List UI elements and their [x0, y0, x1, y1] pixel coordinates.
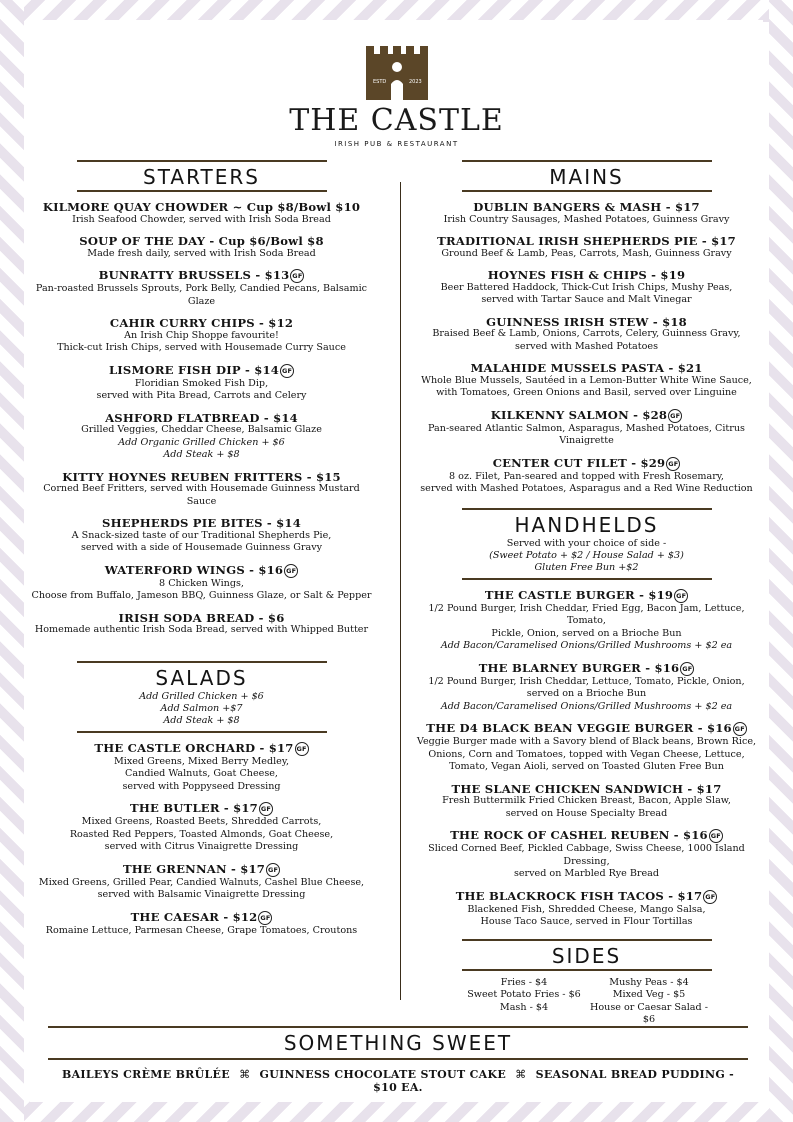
menu-item [30, 412, 373, 462]
item-name-text: THE BUTLER - $17 [130, 801, 258, 815]
item-name [30, 364, 373, 378]
item-description: Floridian Smoked Fish Dip, [134, 377, 269, 389]
mains-list [410, 201, 763, 496]
salad-addon: Add Grilled Chicken + $6 [139, 690, 264, 702]
logo [30, 40, 763, 148]
gluten-free-icon: GF [295, 742, 309, 756]
gluten-free-icon: GF [674, 589, 688, 603]
item-name-text: WATERFORD WINGS - $16 [104, 562, 284, 577]
rule [462, 969, 712, 971]
gluten-free-icon: GF [259, 802, 273, 816]
item-description: Veggie Burger made with a Savory blend of Black beans, Brown Rice, [416, 736, 757, 747]
item-description: Whole Blue Mussels, Sautéed in a Lemon-Butter White Wine Sauce, [421, 374, 752, 386]
menu-item [30, 742, 373, 794]
item-name-text: KITTY HOYNES REUBEN FRITTERS - $15 [62, 469, 341, 484]
item-name [30, 612, 373, 625]
separator-icon: ⌘ [515, 1068, 527, 1081]
handhelds-intro-sides: (Sweet Potato + $2 / House Salad + $3) [489, 549, 684, 561]
item-name-text: LISMORE FISH DIP - $14 [108, 362, 280, 377]
brand-subtitle: IRISH PUB & RESTAURANT [334, 140, 459, 148]
item-description: An Irish Chip Shoppe favourite! [124, 329, 279, 341]
item-name-text: THE D4 BLACK BEAN VEGGIE BURGER - $16 [426, 721, 732, 735]
item-description: Beer Battered Haddock, Thick-Cut Irish Chips, Mushy Peas, [440, 281, 733, 293]
item-name [410, 457, 763, 471]
item-description: Pickle, Onion, served on a Brioche Bun [491, 627, 682, 639]
item-name [410, 409, 763, 423]
item-description: Mixed Greens, Grilled Pear, Candied Walnuts, Cashel Blue Cheese, [38, 876, 365, 888]
section-title: HANDHELDS [514, 512, 659, 537]
item-description: A Snack-sized taste of our Traditional Shepherds Pie, [71, 529, 332, 541]
item-description: Homemade authentic Irish Soda Bread, served with Whipped Butter [34, 624, 369, 635]
item-name [410, 269, 763, 282]
item-name-text: HOYNES FISH & CHIPS - $19 [487, 268, 686, 282]
column-divider [400, 182, 401, 1000]
rule [77, 731, 327, 733]
item-description: Sliced Corned Beef, Pickled Cabbage, Swiss Cheese, 1000 Island Dressing, [428, 843, 745, 867]
item-description: served with Citrus Vinaigrette Dressing [104, 841, 299, 852]
menu-item [30, 317, 373, 355]
svg-text:ESTD: ESTD [372, 79, 386, 85]
item-addon: Add Organic Grilled Chicken + $6 [118, 436, 285, 448]
section-title: MAINS [549, 165, 624, 189]
decorative-border-bottom [0, 1100, 793, 1122]
salad-addon: Add Steak + $8 [163, 714, 240, 726]
item-name [410, 235, 763, 248]
menu-sheet [30, 20, 763, 1102]
salad-addon: Add Salmon +$7 [160, 702, 243, 714]
item-description: Braised Beef & Lamb, Onions, Carrots, Celery, Guinness Gravy, [432, 328, 741, 339]
menu-item [410, 457, 763, 496]
item-name-text: THE ROCK OF CASHEL REUBEN - $16 [450, 828, 708, 842]
menu-item [410, 316, 763, 354]
item-name [30, 235, 373, 248]
item-description: Choose from Buffalo, Jameson BBQ, Guinness Glaze, or Salt & Pepper [31, 590, 372, 601]
salads-list [30, 742, 373, 938]
rule [77, 190, 327, 192]
item-name [30, 517, 373, 530]
item-description: Tomato, Vegan Aioli, served on Toasted Gluten Free Bun [449, 761, 724, 772]
item-name-text: THE CASTLE ORCHARD - $17 [94, 740, 294, 755]
item-addon: Add Bacon/Caramelised Onions/Grilled Mushrooms + $2 ea [440, 700, 733, 712]
menu-item [410, 201, 763, 226]
item-name-text: MALAHIDE MUSSELS PASTA - $21 [470, 361, 703, 375]
menu-item [410, 829, 763, 881]
item-description: with Tomatoes, Green Onions and Basil, served over Linguine [436, 387, 737, 398]
menu-item [30, 802, 373, 854]
dessert-item: GUINNESS CHOCOLATE STOUT CAKE [259, 1068, 507, 1081]
menu-item [410, 269, 763, 307]
section-something-sweet [48, 1026, 748, 1094]
item-name [30, 317, 373, 330]
item-description: 1/2 Pound Burger, Irish Cheddar, Fried Egg, Bacon Jam, Lettuce, Tomato, [428, 602, 745, 626]
svg-text:2023: 2023 [408, 79, 422, 85]
menu-item [410, 235, 763, 260]
handhelds-rule [462, 578, 712, 580]
item-description: served with a side of Housemade Guinness Gravy [80, 542, 323, 553]
item-description: Corned Beef Fritters, served with Housemade Guinness Mustard Sauce [43, 483, 360, 507]
starters-list [30, 201, 373, 637]
gluten-free-icon: GF [733, 722, 747, 736]
menu-item [30, 863, 373, 902]
section-header-salads [77, 661, 327, 691]
item-name-text: CENTER CUT FILET - $29 [492, 455, 666, 470]
menu-item [30, 269, 373, 308]
item-description: served with Mashed Potatoes, Asparagus and a Red Wine Reduction [420, 483, 753, 494]
right-column [410, 160, 763, 1027]
menu-item [410, 890, 763, 929]
item-name-text: SOUP OF THE DAY - Cup $6/Bowl $8 [79, 234, 324, 248]
item-name [410, 783, 763, 796]
rule [48, 1058, 748, 1060]
item-name [410, 890, 763, 904]
item-name-text: CAHIR CURRY CHIPS - $12 [109, 316, 294, 330]
item-name [410, 201, 763, 214]
menu-item [30, 612, 373, 637]
section-header-handhelds [462, 508, 712, 538]
side-item: Mushy Peas - $4 [609, 976, 689, 988]
item-name [410, 829, 763, 843]
side-item: Mash - $4 [499, 1001, 549, 1013]
decorative-border-right [769, 0, 793, 1122]
dessert-item: SEASONAL BREAD PUDDING - $10 EA. [373, 1068, 735, 1094]
item-name-text: SHEPHERDS PIE BITES - $14 [102, 516, 301, 530]
side-item: Mixed Veg - $5 [612, 989, 686, 1000]
item-name [30, 802, 373, 816]
item-name-text: GUINNESS IRISH STEW - $18 [486, 314, 687, 329]
handhelds-list [410, 589, 763, 929]
section-title: SOMETHING SWEET [283, 1031, 513, 1055]
gluten-free-icon: GF [284, 564, 298, 578]
rule [462, 578, 712, 580]
item-name [410, 722, 763, 736]
decorative-border-left [0, 0, 24, 1122]
section-header-mains [462, 160, 712, 192]
menu-item [30, 564, 373, 603]
item-description: Candied Walnuts, Goat Cheese, [125, 768, 278, 779]
gluten-free-icon: GF [666, 457, 680, 471]
castle-icon [358, 40, 436, 102]
rule [462, 190, 712, 192]
side-item: Sweet Potato Fries - $6 [467, 989, 581, 1000]
item-description: Ground Beef & Lamb, Peas, Carrots, Mash, Guinness Gravy [441, 247, 732, 259]
side-item: Fries - $4 [500, 976, 548, 988]
dessert-list [48, 1068, 748, 1094]
item-name [30, 269, 373, 283]
item-name-text: ASHFORD FLATBREAD - $14 [105, 410, 298, 425]
item-name-text: THE GRENNAN - $17 [122, 861, 266, 876]
section-header-starters [77, 160, 327, 192]
handhelds-intro-bun: Gluten Free Bun +$2 [534, 561, 639, 573]
item-description: Romaine Lettuce, Parmesan Cheese, Grape Tomatoes, Croutons [45, 924, 358, 936]
salads-rule [77, 731, 327, 733]
item-description: 8 Chicken Wings, [159, 577, 244, 589]
item-name [410, 362, 763, 375]
item-description: served with Mashed Potatoes [514, 340, 658, 352]
item-name-text: THE BLARNEY BURGER - $16 [478, 660, 680, 675]
menu-item [30, 517, 373, 555]
item-name [30, 564, 373, 578]
item-name [30, 911, 373, 925]
item-description: Mixed Greens, Roasted Beets, Shredded Carrots, [81, 816, 322, 827]
separator-icon: ⌘ [239, 1068, 251, 1081]
left-column [30, 160, 373, 937]
item-name-text: KILMORE QUAY CHOWDER ~ Cup $8/Bowl $10 [42, 200, 361, 214]
gluten-free-icon: GF [703, 890, 717, 904]
item-description: Thick-cut Irish Chips, served with Housemade Curry Sauce [57, 342, 346, 353]
sides-list [462, 977, 712, 1027]
decorative-border-top [0, 0, 793, 22]
item-description: 8 oz. Filet, Pan-seared and topped with Fresh Rosemary, [449, 470, 724, 482]
menu-item [410, 783, 763, 821]
item-name [410, 589, 763, 603]
item-name-text: DUBLIN BANGERS & MASH - $17 [473, 200, 700, 214]
menu-item [410, 662, 763, 714]
item-name [410, 316, 763, 329]
section-header-sides [462, 939, 712, 971]
item-description: served with Tartar Sauce and Malt Vinegar [481, 294, 692, 305]
item-addon: Add Steak + $8 [163, 449, 240, 460]
item-name [30, 412, 373, 425]
menu-item [410, 362, 763, 400]
item-name-text: KILKENNY SALMON - $28 [490, 407, 668, 422]
item-name [30, 201, 373, 214]
item-description: Mixed Greens, Mixed Berry Medley, [113, 755, 290, 767]
menu-item [410, 409, 763, 448]
item-name [410, 662, 763, 676]
item-description: Irish Country Sausages, Mashed Potatoes, Guinness Gravy [443, 213, 730, 225]
menu-item [30, 471, 373, 509]
gluten-free-icon: GF [680, 662, 694, 676]
side-item: House or Caesar Salad - $6 [590, 1001, 708, 1025]
brand-name: THE CASTLE [289, 103, 504, 138]
section-title: SIDES [551, 943, 622, 968]
item-description: Roasted Red Peppers, Toasted Almonds, Goat Cheese, [69, 828, 334, 840]
item-name-text: THE BLACKROCK FISH TACOS - $17 [455, 888, 703, 903]
item-description: served on Marbled Rye Bread [513, 868, 660, 879]
item-description: Made fresh daily, served with Irish Soda Bread [87, 247, 316, 259]
item-description: served on a Brioche Bun [526, 688, 647, 699]
dessert-item: BAILEYS CRÈME BRÛLÉE [61, 1068, 230, 1081]
menu-item [30, 235, 373, 260]
item-description: Grilled Veggies, Cheddar Cheese, Balsamic Glaze [81, 424, 322, 435]
item-description: Irish Seafood Chowder, served with Irish Soda Bread [72, 213, 331, 225]
item-name [30, 471, 373, 484]
gluten-free-icon: GF [266, 863, 280, 877]
item-name [30, 863, 373, 877]
gluten-free-icon: GF [290, 269, 304, 283]
item-name-text: TRADITIONAL IRISH SHEPHERDS PIE - $17 [437, 234, 736, 248]
menu-item [30, 364, 373, 403]
gluten-free-icon: GF [258, 911, 272, 925]
item-description: Onions, Corn and Tomatoes, topped with Vegan Cheese, Lettuce, [428, 748, 745, 760]
item-description: Blackened Fish, Shredded Cheese, Mango Salsa, [467, 903, 706, 915]
item-description: served on House Specialty Bread [505, 807, 668, 819]
gluten-free-icon: GF [280, 364, 294, 378]
item-name-text: THE CASTLE BURGER - $19 [484, 587, 674, 602]
item-description: served with Balsamic Vinaigrette Dressing [97, 889, 306, 900]
menu-item [410, 589, 763, 653]
menu-item [30, 201, 373, 226]
item-description: Fresh Buttermilk Fried Chicken Breast, Bacon, Apple Slaw, [442, 795, 731, 806]
item-name [30, 742, 373, 756]
item-name-text: IRISH SODA BREAD - $6 [118, 610, 285, 625]
section-title: SALADS [155, 665, 248, 690]
item-description: Pan-roasted Brussels Sprouts, Pork Belly, Candied Pecans, Balsamic Glaze [35, 283, 368, 307]
handhelds-intro: Served with your choice of side - [506, 537, 667, 549]
gluten-free-icon: GF [668, 409, 682, 423]
item-description: served with Pita Bread, Carrots and Celery [96, 390, 307, 401]
item-description: Pan-seared Atlantic Salmon, Asparagus, Mashed Potatoes, Citrus Vinaigrette [428, 422, 745, 446]
item-name-text: BUNRATTY BRUSSELS - $13 [98, 268, 290, 282]
item-description: 1/2 Pound Burger, Irish Cheddar, Lettuce, Tomato, Pickle, Onion, [428, 675, 745, 687]
item-name-text: THE SLANE CHICKEN SANDWICH - $17 [451, 781, 722, 796]
menu-item [30, 911, 373, 938]
section-title: STARTERS [143, 165, 260, 189]
item-description: served with Poppyseed Dressing [122, 780, 281, 792]
menu-item [410, 722, 763, 774]
gluten-free-icon: GF [709, 829, 723, 843]
item-description: House Taco Sauce, served in Flour Tortillas [480, 916, 693, 927]
item-name-text: THE CAESAR - $12 [130, 909, 258, 924]
item-addon: Add Bacon/Caramelised Onions/Grilled Mushrooms + $2 ea [440, 640, 733, 651]
